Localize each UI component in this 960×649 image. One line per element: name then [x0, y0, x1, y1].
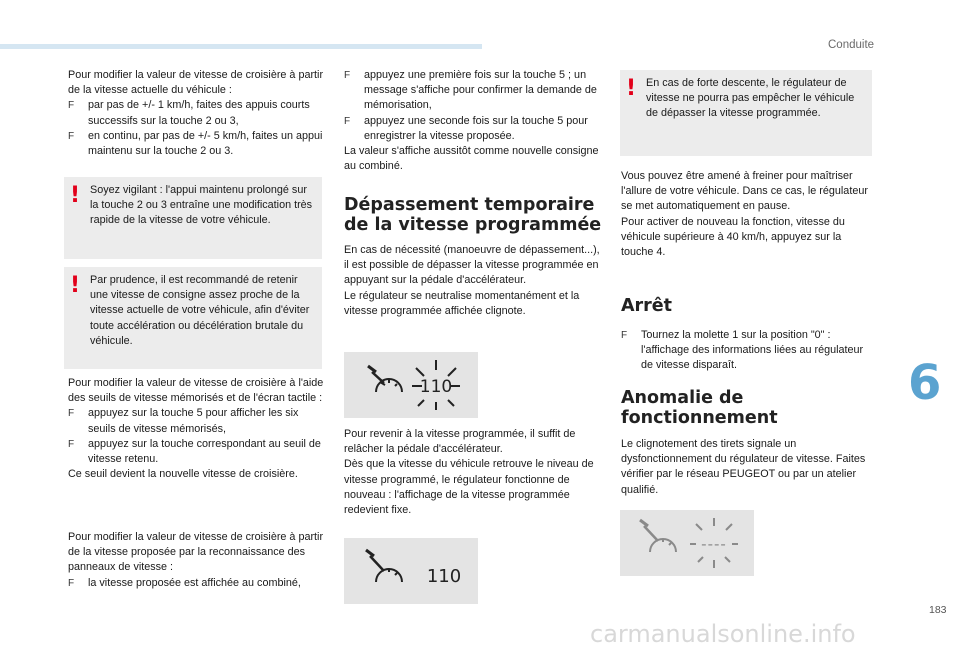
- warning-icon: !: [70, 273, 81, 298]
- list-item: F la vitesse proposée est affichée au combiné,: [68, 576, 326, 591]
- column-3-bottom: [621, 437, 873, 498]
- speed-blink-icon: [344, 352, 478, 418]
- section-heading: Arrêt: [621, 296, 673, 316]
- warning-text: En cas de forte descente, le régulateur de vitesse ne pourra pas empêcher le véhicule de dépasser la vitesse programmée.: [646, 77, 855, 120]
- column-3-top: [621, 169, 873, 260]
- paragraph: Pour activer de nouveau la fonction, vitesse du véhicule supérieure à 40 km/h, appuyez sur la touche 4.: [621, 215, 845, 259]
- paragraph: En cas de nécessité (manoeuvre de dépassement...), il est possible de dépasser la vitesse programmée en appuyant sur la pédale d'accélérateur.: [344, 244, 600, 287]
- bullet-marker: F: [344, 70, 351, 81]
- paragraph: Dès que la vitesse du véhicule retrouve le niveau de vitesse programmé, le régulateur fonctionne de nouveau : l'affichage de la vitesse programmée redevient fixe.: [344, 458, 594, 517]
- column-1-bottom: [68, 530, 326, 591]
- speed-value: 110: [426, 566, 462, 587]
- column-2-middle: [344, 243, 602, 319]
- section-heading: Dépassement temporaire de la vitesse programmée: [344, 195, 602, 235]
- paragraph: Pour modifier la valeur de vitesse de croisière à partir de la vitesse proposée par la reconnaissance des panneaux de vitesse :: [68, 531, 324, 574]
- list-item: F Tournez la molette 1 sur la position "0" : l'affichage des informations liées au régulateur de vitesse disparaît.: [621, 329, 864, 372]
- bullet-marker: F: [621, 330, 628, 341]
- list-item: F appuyez une première fois sur la touche 5 ; un message s'affiche pour confirmer la demande de mémorisation,: [344, 69, 597, 112]
- warning-box: [620, 70, 872, 156]
- warning-icon: !: [626, 76, 637, 101]
- paragraph: Vous pouvez être amené à freiner pour maîtriser l'allure de votre véhicule. Dans ce cas, le régulateur se met automatiquement en pause.: [621, 170, 868, 213]
- warning-text: Par prudence, il est recommandé de retenir une vitesse de consigne assez proche de la vitesse actuelle de votre véhicule, afin d'éviter toute accélération ou décélération brutale du véhicule.: [90, 274, 310, 347]
- bullet-marker: F: [344, 115, 351, 127]
- paragraph: Le régulateur se neutralise momentanément et la vitesse programmée affichée clignote.: [344, 289, 580, 317]
- fault-dashes: ----: [701, 535, 727, 553]
- list-item: F en continu, par pas de +/- 5 km/h, faites un appui maintenu sur la touche 2 ou 3.: [68, 129, 323, 158]
- paragraph: Ce seuil devient la nouvelle vitesse de croisière.: [68, 468, 298, 481]
- warning-box: [64, 177, 322, 259]
- steady-speed-illustration: [344, 538, 478, 604]
- list-item: F appuyez sur la touche 5 pour afficher les six seuils de vitesse mémorisés,: [68, 407, 299, 435]
- list-item: F appuyez sur la touche correspondant au seuil de vitesse retenu.: [68, 437, 321, 466]
- bullet-marker: F: [68, 438, 75, 450]
- warning-box: [64, 267, 322, 369]
- column-2-bottom: [344, 427, 602, 518]
- bullet-marker: F: [68, 408, 75, 420]
- paragraph: Pour revenir à la vitesse programmée, il suffit de relâcher la pédale d'accélérateur.: [344, 428, 576, 456]
- overspeed-illustration: [344, 352, 478, 418]
- bullet-marker: F: [68, 130, 75, 142]
- section-heading: Anomalie de fonctionnement: [621, 388, 778, 428]
- warning-text: Soyez vigilant : l'appui maintenu prolongé sur la touche 2 ou 3 entraîne une modification très rapide de la vitesse de votre véhicule.: [90, 184, 313, 227]
- bullet-marker: F: [68, 100, 75, 112]
- column-3-middle: [621, 328, 873, 374]
- paragraph: Pour modifier la valeur de vitesse de croisière à partir de la vitesse actuelle du véhicule :: [68, 69, 324, 97]
- chapter-number: 6: [908, 355, 942, 411]
- paragraph: Pour modifier la valeur de vitesse de croisière à l'aide des seuils de vitesse mémorisés et de l'écran tactile :: [68, 377, 324, 405]
- page-number: 183: [929, 604, 947, 616]
- bullet-marker: F: [68, 577, 75, 589]
- watermark: carmanualsonline.info: [590, 620, 856, 648]
- list-item: F appuyez une seconde fois sur la touche 5 pour enregistrer la vitesse proposée.: [344, 114, 588, 142]
- column-1-middle: [68, 376, 326, 482]
- fault-illustration: [620, 510, 754, 576]
- speed-fault-icon: [620, 510, 754, 576]
- paragraph: La valeur s'affiche aussitôt comme nouvelle consigne au combiné.: [344, 145, 599, 173]
- section-title: Conduite: [828, 39, 875, 51]
- header-bar: [0, 44, 482, 49]
- warning-icon: !: [70, 183, 81, 208]
- speed-value: 110: [419, 377, 453, 397]
- column-1-top: [68, 68, 326, 159]
- list-item: F par pas de +/- 1 km/h, faites des appuis courts successifs sur la touche 2 ou 3,: [68, 99, 310, 127]
- column-2-top: [344, 68, 602, 174]
- speed-steady-icon: [344, 538, 478, 604]
- paragraph: Le clignotement des tirets signale un dysfonctionnement du régulateur de vitesse. Faites vérifier par le réseau PEUGEOT ou par un atelier qualifié.: [621, 438, 866, 496]
